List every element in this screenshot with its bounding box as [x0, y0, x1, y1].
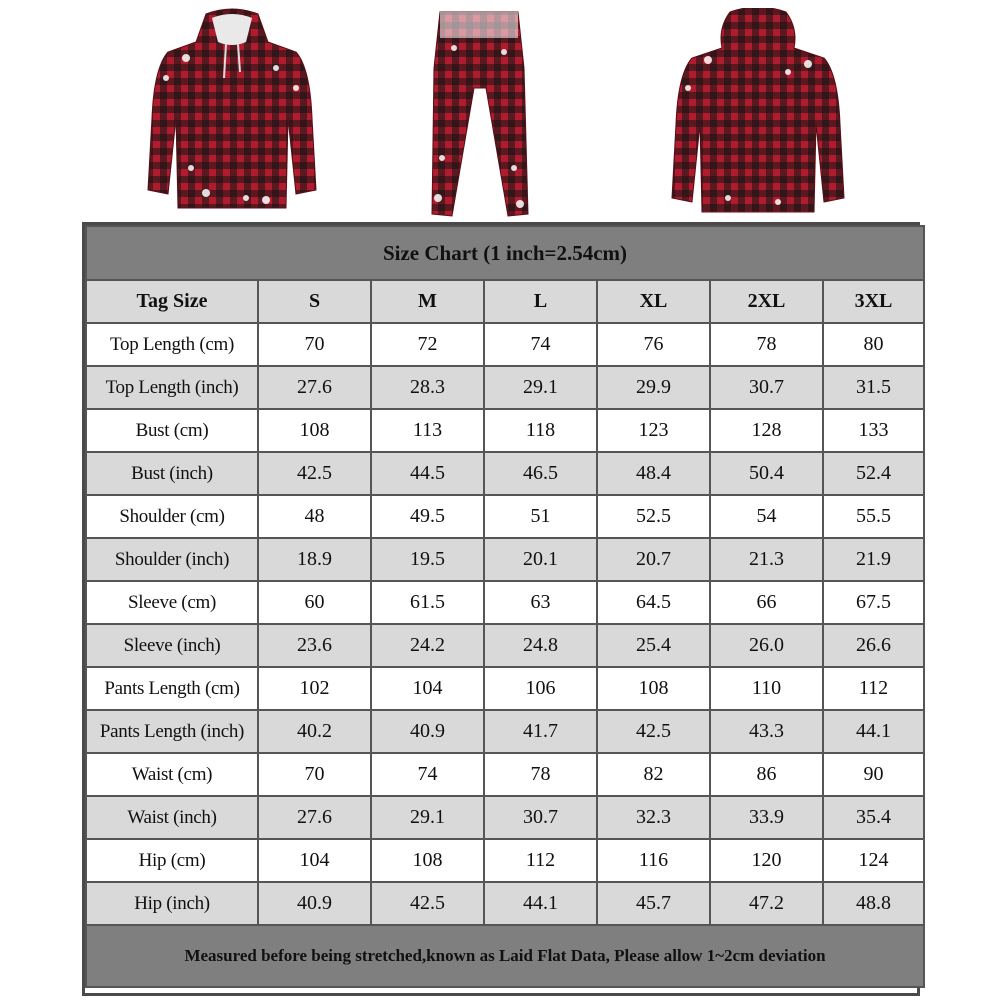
size-value: 113: [371, 409, 484, 452]
size-value: 29.9: [597, 366, 710, 409]
size-value: 20.7: [597, 538, 710, 581]
size-value: 112: [484, 839, 597, 882]
size-value: 26.6: [823, 624, 924, 667]
size-value: 82: [597, 753, 710, 796]
table-row: [86, 366, 924, 409]
table-row: [86, 839, 924, 882]
size-value: 70: [258, 323, 371, 366]
size-value: 104: [371, 667, 484, 710]
size-value: 50.4: [710, 452, 823, 495]
size-value: 18.9: [258, 538, 371, 581]
header-size-s: S: [258, 280, 371, 323]
size-value: 41.7: [484, 710, 597, 753]
size-value: 19.5: [371, 538, 484, 581]
pants-image: [424, 8, 534, 220]
table-row: [86, 409, 924, 452]
size-value: 108: [597, 667, 710, 710]
table-row: [86, 882, 924, 925]
size-value: 80: [823, 323, 924, 366]
size-value: 21.3: [710, 538, 823, 581]
size-value: 24.8: [484, 624, 597, 667]
size-value: 26.0: [710, 624, 823, 667]
size-value: 61.5: [371, 581, 484, 624]
size-value: 28.3: [371, 366, 484, 409]
row-label: Waist (inch): [86, 796, 258, 839]
size-value: 43.3: [710, 710, 823, 753]
row-label: Top Length (inch): [86, 366, 258, 409]
size-value: 21.9: [823, 538, 924, 581]
size-value: 118: [484, 409, 597, 452]
size-value: 78: [484, 753, 597, 796]
size-value: 64.5: [597, 581, 710, 624]
size-value: 47.2: [710, 882, 823, 925]
size-value: 102: [258, 667, 371, 710]
size-value: 108: [258, 409, 371, 452]
table-row: [86, 667, 924, 710]
size-value: 52.4: [823, 452, 924, 495]
row-label: Pants Length (inch): [86, 710, 258, 753]
row-label: Hip (cm): [86, 839, 258, 882]
size-value: 23.6: [258, 624, 371, 667]
size-value: 30.7: [710, 366, 823, 409]
size-value: 35.4: [823, 796, 924, 839]
row-label: Sleeve (cm): [86, 581, 258, 624]
size-value: 45.7: [597, 882, 710, 925]
row-label: Shoulder (inch): [86, 538, 258, 581]
size-chart-table: [85, 225, 925, 988]
size-value: 124: [823, 839, 924, 882]
size-value: 29.1: [371, 796, 484, 839]
size-value: 24.2: [371, 624, 484, 667]
size-value: 44.5: [371, 452, 484, 495]
row-label: Waist (cm): [86, 753, 258, 796]
table-row: [86, 581, 924, 624]
size-value: 33.9: [710, 796, 823, 839]
size-value: 40.9: [258, 882, 371, 925]
size-value: 74: [371, 753, 484, 796]
size-value: 133: [823, 409, 924, 452]
row-label: Shoulder (cm): [86, 495, 258, 538]
size-value: 48.4: [597, 452, 710, 495]
size-value: 70: [258, 753, 371, 796]
size-value: 40.2: [258, 710, 371, 753]
size-value: 66: [710, 581, 823, 624]
size-value: 27.6: [258, 796, 371, 839]
header-size-m: M: [371, 280, 484, 323]
measurement-note: Measured before being stretched,known as Laid Flat Data, Please allow 1~2cm deviation: [86, 925, 924, 987]
size-value: 67.5: [823, 581, 924, 624]
hoodie-front-image: [146, 8, 318, 214]
size-value: 112: [823, 667, 924, 710]
size-value: 20.1: [484, 538, 597, 581]
table-row: [86, 753, 924, 796]
size-value: 123: [597, 409, 710, 452]
size-value: 29.1: [484, 366, 597, 409]
size-value: 106: [484, 667, 597, 710]
size-value: 104: [258, 839, 371, 882]
size-value: 51: [484, 495, 597, 538]
row-label: Top Length (cm): [86, 323, 258, 366]
size-value: 108: [371, 839, 484, 882]
size-value: 31.5: [823, 366, 924, 409]
product-images: [0, 0, 1001, 222]
row-label: Bust (inch): [86, 452, 258, 495]
size-value: 74: [484, 323, 597, 366]
size-value: 72: [371, 323, 484, 366]
table-row: [86, 710, 924, 753]
size-value: 86: [710, 753, 823, 796]
size-value: 116: [597, 839, 710, 882]
size-value: 55.5: [823, 495, 924, 538]
size-value: 90: [823, 753, 924, 796]
size-value: 48: [258, 495, 371, 538]
size-value: 32.3: [597, 796, 710, 839]
size-value: 44.1: [823, 710, 924, 753]
header-tag-size: Tag Size: [86, 280, 258, 323]
size-value: 25.4: [597, 624, 710, 667]
size-value: 40.9: [371, 710, 484, 753]
table-row: [86, 452, 924, 495]
hoodie-back-image: [668, 8, 848, 214]
size-value: 128: [710, 409, 823, 452]
size-value: 42.5: [597, 710, 710, 753]
size-value: 60: [258, 581, 371, 624]
table-row: [86, 796, 924, 839]
size-value: 46.5: [484, 452, 597, 495]
table-row: [86, 323, 924, 366]
size-value: 63: [484, 581, 597, 624]
table-row: [86, 495, 924, 538]
size-value: 110: [710, 667, 823, 710]
header-size-xl: XL: [597, 280, 710, 323]
chart-title: Size Chart (1 inch=2.54cm): [86, 226, 924, 280]
size-value: 44.1: [484, 882, 597, 925]
size-value: 54: [710, 495, 823, 538]
row-label: Hip (inch): [86, 882, 258, 925]
row-label: Pants Length (cm): [86, 667, 258, 710]
header-size-3xl: 3XL: [823, 280, 924, 323]
header-size-2xl: 2XL: [710, 280, 823, 323]
size-value: 42.5: [258, 452, 371, 495]
header-size-l: L: [484, 280, 597, 323]
size-value: 49.5: [371, 495, 484, 538]
row-label: Sleeve (inch): [86, 624, 258, 667]
size-value: 48.8: [823, 882, 924, 925]
size-value: 120: [710, 839, 823, 882]
table-row: [86, 538, 924, 581]
size-value: 30.7: [484, 796, 597, 839]
size-value: 76: [597, 323, 710, 366]
size-value: 78: [710, 323, 823, 366]
size-value: 52.5: [597, 495, 710, 538]
size-value: 27.6: [258, 366, 371, 409]
row-label: Bust (cm): [86, 409, 258, 452]
table-row: [86, 624, 924, 667]
size-chart: [82, 222, 920, 996]
size-value: 42.5: [371, 882, 484, 925]
